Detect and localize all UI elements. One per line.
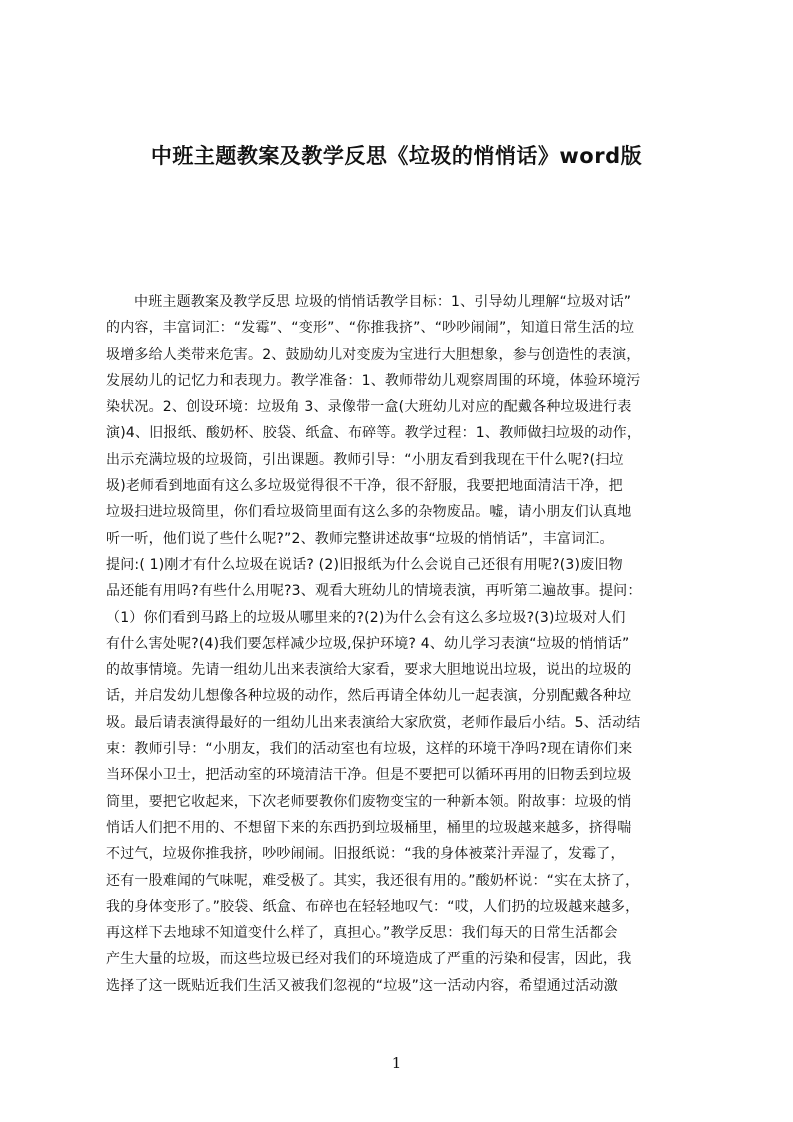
body-line: （1）你们看到马路上的垃圾从哪里来的?(2)为什么会有这么多垃圾?(3)垃圾对人们 <box>106 609 626 626</box>
body-line: 束：教师引导：“小朋友，我们的活动室也有垃圾，这样的环境干净吗?现在请你们来 <box>106 741 633 758</box>
body-line: 听一听，他们说了些什么呢?”2、教师完整讲述故事“垃圾的悄悄话”，丰富词汇。 <box>106 530 614 547</box>
body-line: 悄话人们把不用的、不想留下来的东西扔到垃圾桶里，桶里的垃圾越来越多，挤得喘 <box>106 819 632 836</box>
body-line: 的内容，丰富词汇：“发霉”、“变形”、“你推我挤”、“吵吵闹闹”，知道日常生活的垃 <box>106 320 635 337</box>
body-line: 筒里，要把它收起来，下次老师要教你们废物变宝的一种新本领。附故事：垃圾的悄 <box>106 793 632 810</box>
page-number: 1 <box>391 1054 402 1072</box>
body-line: 出示充满垃圾的垃圾筒，引出课题。教师引导：“小朋友看到我现在干什么呢?(扫垃 <box>106 451 624 468</box>
body-line: 圾增多给人类带来危害。2、鼓励幼儿对变废为宝进行大胆想象，参与创造性的表演， <box>106 346 641 363</box>
body-line: 再这样下去地球不知道变什么样了，真担心。”教学反思：我们每天的日常生活都会 <box>106 925 618 942</box>
body-line: 当环保小卫士，把活动室的环境清洁干净。但是不要把可以循环再用的旧物丢到垃圾 <box>106 767 632 784</box>
body-line: 发展幼儿的记忆力和表现力。教学准备：1、教师带幼儿观察周围的环境，体验环境污 <box>106 372 641 389</box>
body-line: 圾)老师看到地面有这么多垃圾觉得很不干净，很不舒服，我要把地面清洁干净，把 <box>106 478 623 495</box>
body-line: 中班主题教案及教学反思 垃圾的悄悄话教学目标：1、引导幼儿理解“垃圾对话” <box>134 294 632 310</box>
body-line: 产生大量的垃圾，而这些垃圾已经对我们的环境造成了严重的污染和侵害，因此，我 <box>106 951 632 968</box>
body-line: 有什么害处呢?(4)我们要怎样减少垃圾,保护环境? 4、幼儿学习表演“垃圾的悄悄话” <box>106 635 630 652</box>
document-title: 中班主题教案及教学反思《垃圾的悄悄话》word版 <box>150 144 643 168</box>
body-line: 还有一股难闻的气味呢，难受极了。其实，我还很有用的。”酸奶杯说：“实在太挤了， <box>106 872 640 889</box>
body-line: 不过气，垃圾你推我挤，吵吵闹闹。旧报纸说：“我的身体被菜汁弄湿了，发霉了， <box>106 846 625 863</box>
body-line: 垃圾扫进垃圾筒里，你们看垃圾筒里面有这么多的杂物废品。嘘，请小朋友们认真地 <box>106 504 632 521</box>
body-line: 演)4、旧报纸、酸奶杯、胶袋、纸盒、布碎等。教学过程：1、教师做扫垃圾的动作， <box>106 425 642 442</box>
body-line: 染状况。2、创设环境：垃圾角 3、录像带一盒(大班幼儿对应的配戴各种垃圾进行表 <box>106 399 632 416</box>
body-line: 圾。最后请表演得最好的一组幼儿出来表演给大家欣赏，老师作最后小结。5、活动结 <box>106 714 641 731</box>
body-line: 提问:( 1)刚才有什么垃圾在说话? (2)旧报纸为什么会说自己还很有用呢?(3)废旧物 <box>106 556 623 573</box>
body-line: 话，并启发幼儿想像各种垃圾的动作，然后再请全体幼儿一起表演，分别配戴各种垃 <box>106 688 632 705</box>
document-body <box>106 289 696 999</box>
body-line: 选择了这一既贴近我们生活又被我们忽视的“垃圾”这一活动内容，希望通过活动激 <box>106 977 618 994</box>
body-line: 的故事情境。先请一组幼儿出来表演给大家看，要求大胆地说出垃圾，说出的垃圾的 <box>106 662 632 679</box>
body-line: 品还能有用吗?有些什么用呢?3、观看大班幼儿的情境表演，再听第二遍故事。提问： <box>106 583 642 600</box>
body-line: 我的身体变形了。”胶袋、纸盒、布碎也在轻轻地叹气：“哎，人们扔的垃圾越来越多， <box>106 898 640 915</box>
